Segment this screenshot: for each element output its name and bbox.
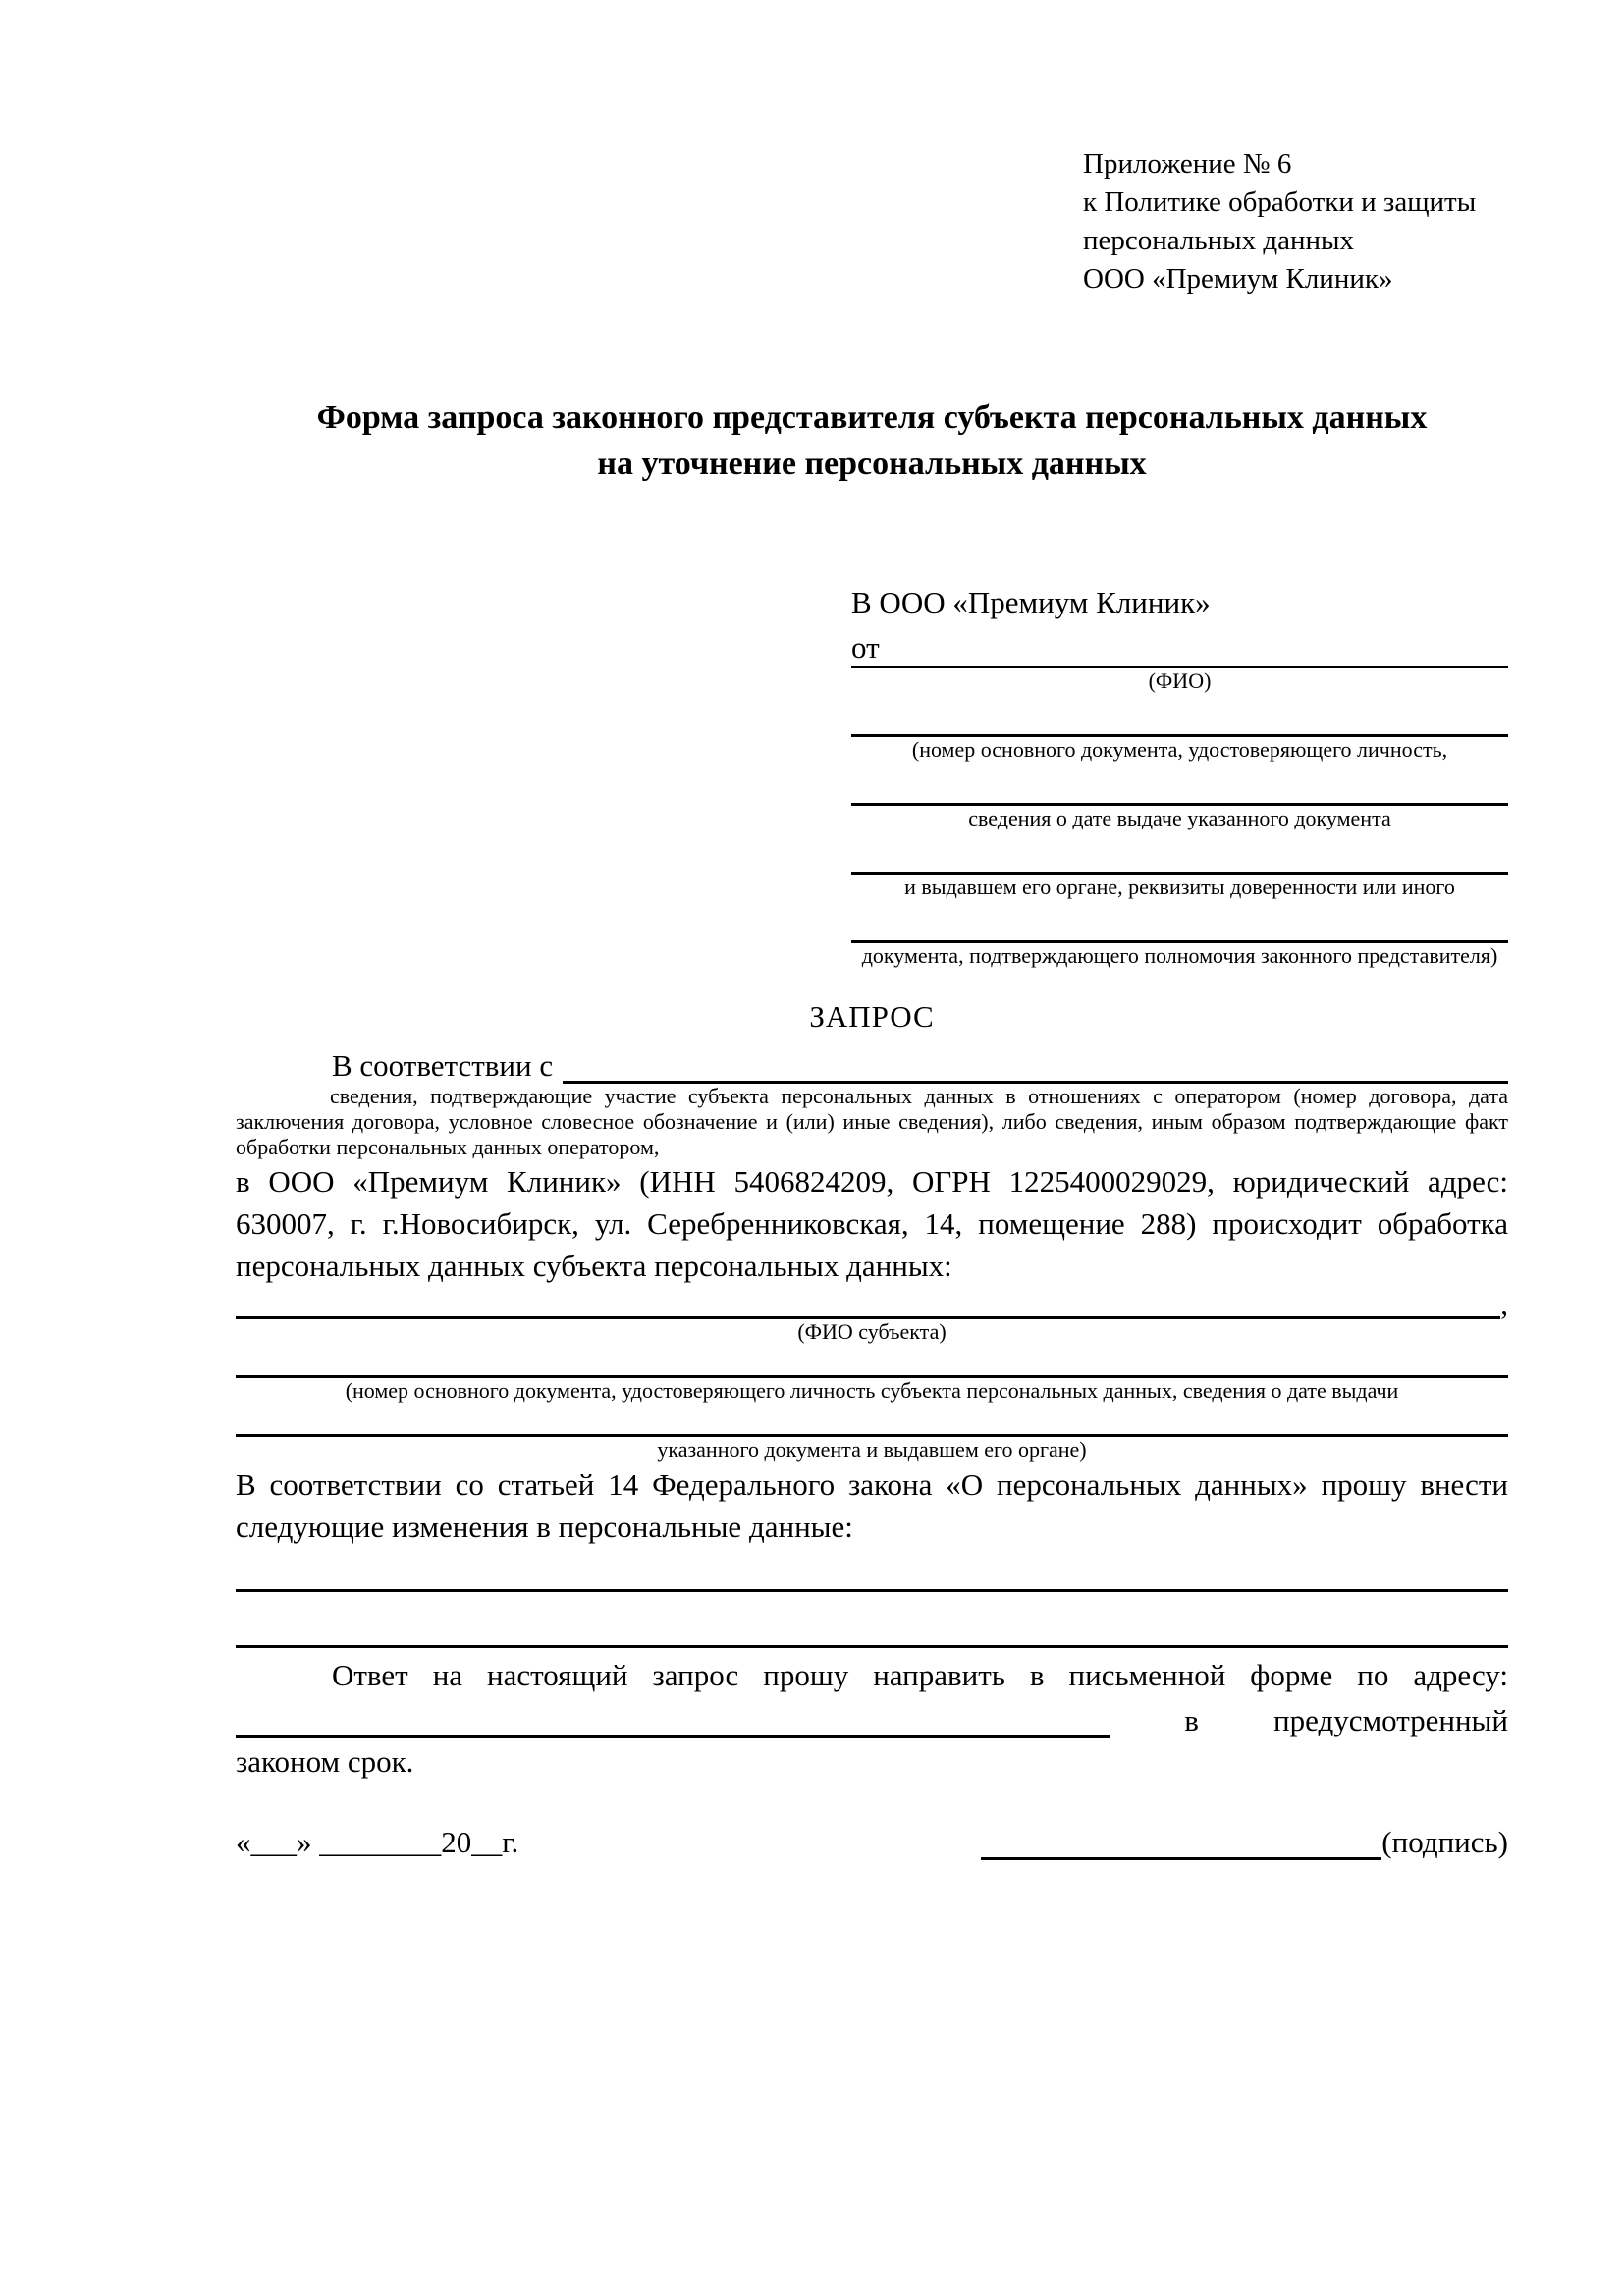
subject-blank-group (236, 1346, 1508, 1403)
reply-line3: законом срок. (236, 1744, 414, 1779)
reply-word: в (1184, 1703, 1199, 1737)
signature-caption: (подпись) (1381, 1825, 1508, 1859)
form-title (236, 395, 1508, 487)
intro-blank-line (563, 1047, 1508, 1084)
operator-paragraph: в ООО «Премиум Клиник» (ИНН 5406824209, ОГРН 1225400029029, юридический адрес: 630007, г. г.Новосибирск, ул. Серебренниковская, 14, помещение 288) происходит обработка персональных данных субъекта персональных данных: (236, 1164, 1508, 1283)
appendix-line: Приложение № 6 (1083, 148, 1292, 180)
fio-caption: (ФИО) (1148, 668, 1212, 693)
reply-word: предусмотренный (1273, 1703, 1508, 1737)
intro-note: сведения, подтверждающие участие субъекта персональных данных в отношениях с оператором (номер договора, дата заключения договора, условное словесное обозначение и (или) иные сведения), либо сведения, иным образом подтверждающие факт обработки персональных данных оператором, (236, 1084, 1508, 1159)
appendix-line: ООО «Премиум Клиник» (1083, 263, 1393, 294)
request-heading: ЗАПРОС (809, 999, 935, 1034)
appendix-line: к Политике обработки и защиты (1083, 187, 1477, 218)
subject-blank-group (236, 1405, 1508, 1462)
subject-blank-group (236, 1287, 1508, 1344)
footer (236, 1825, 1508, 1860)
subject-blank-line (236, 1287, 1500, 1319)
addressee-block (851, 581, 1508, 968)
blank-line (851, 702, 1508, 737)
form-title-line1: Форма запроса законного представителя субъекта персональных данных (316, 400, 1428, 436)
addressee-to: В ООО «Премиум Клиник» (851, 585, 1211, 619)
intro-prefix: В соответствии с (332, 1048, 554, 1083)
blank-group (851, 771, 1508, 830)
subject-caption: (ФИО субъекта) (797, 1319, 947, 1344)
blank-caption: и выдавшем его органе, реквизиты доверенности или иного (904, 875, 1455, 899)
subject-comma: , (1500, 1287, 1508, 1321)
signature-blank-line (981, 1828, 1381, 1860)
blank-line (851, 771, 1508, 806)
blank-group (851, 839, 1508, 899)
from-label: от (851, 630, 880, 665)
form-title-line2: на уточнение персональных данных (597, 446, 1147, 482)
subject-caption: указанного документа и выдавшем его органе) (657, 1437, 1087, 1462)
subject-blank-line (236, 1405, 1508, 1437)
changes-blank-line (236, 1548, 1508, 1592)
blank-caption: сведения о дате выдаче указанного документа (968, 806, 1391, 830)
blank-line (851, 908, 1508, 943)
blank-group (851, 702, 1508, 762)
blank-line (851, 839, 1508, 875)
intro-row (236, 1042, 1508, 1084)
subject-fio-row (236, 1287, 1508, 1319)
from-row (851, 624, 1508, 668)
reply-address-row (236, 1697, 1508, 1738)
address-blank-line (236, 1706, 1110, 1738)
law-paragraph: В соответствии со статьей 14 Федерального закона «О персональных данных» прошу внести следующие изменения в персональные данные: (236, 1468, 1508, 1544)
signature-group (981, 1825, 1508, 1860)
appendix-line: персональных данных (1083, 225, 1355, 256)
reply-line1: Ответ на настоящий запрос прошу направить в письменной форме по адресу: (332, 1658, 1508, 1692)
date-line: «___» ________20__г. (236, 1825, 519, 1859)
appendix-block (1083, 145, 1508, 298)
changes-blank-line (236, 1592, 1508, 1648)
subject-caption: (номер основного документа, удостоверяющего личность субъекта персональных данных, сведения о дате выдачи (345, 1378, 1399, 1403)
blank-caption: (номер основного документа, удостоверяющего личность, (911, 737, 1448, 762)
blank-caption: документа, подтверждающего полномочия законного представителя) (861, 943, 1498, 968)
subject-blank-line (236, 1346, 1508, 1378)
blank-group (851, 908, 1508, 968)
